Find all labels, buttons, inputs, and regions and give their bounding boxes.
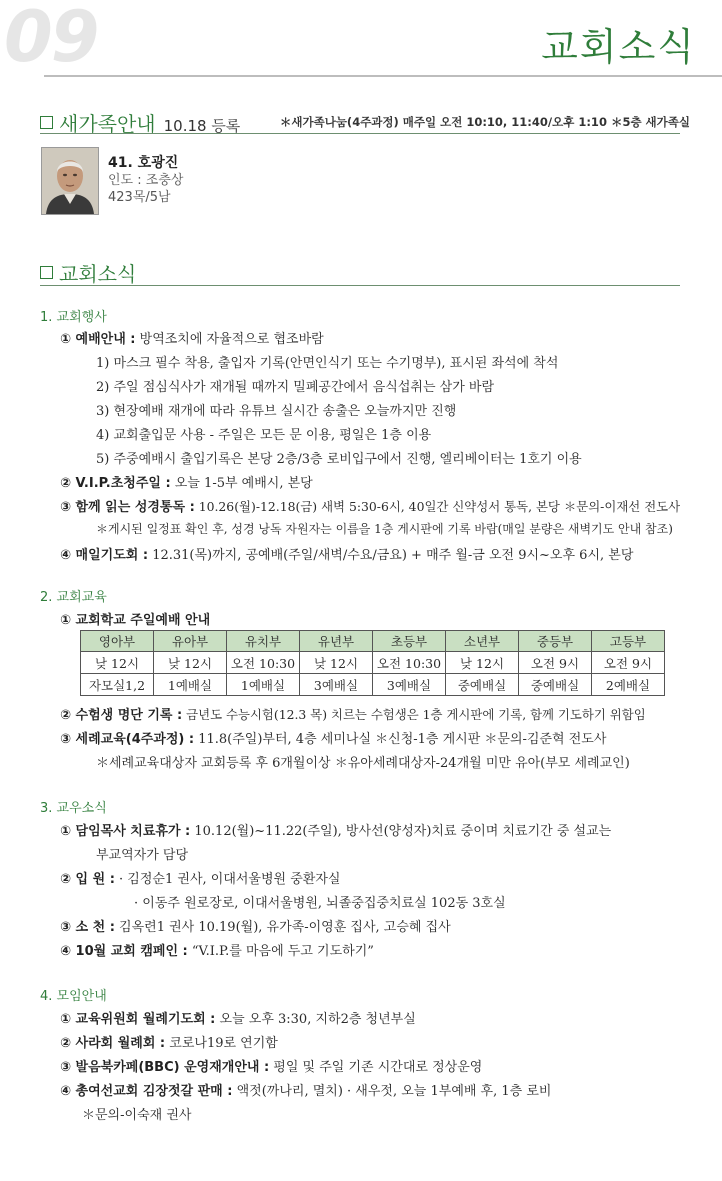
section-meetings-title: 4. 모임안내 (40, 989, 107, 1004)
worship-rule-5: 5) 주중예배시 출입기록은 본당 2층/3층 로비입구에서 진행, 엘리베이터는 1호기 이용 (96, 452, 582, 467)
page-title: 교회소식 (541, 25, 696, 69)
newcomer-note: ＊새가족나눔(4주과정) 매주일 오전 10:10, 11:40/오후 1:10 ＊5층 새가족실 (279, 115, 690, 129)
table-cell: 오전 9시 (519, 652, 592, 674)
hospitalized: ② 입 원 : · 김정순1 권사, 이대서울병원 중환자실 (60, 872, 341, 887)
table-row (81, 674, 665, 696)
newcomer-divider (40, 133, 680, 134)
person-district: 423목/5남 (108, 190, 171, 205)
table-cell: 중예배실 (519, 674, 592, 696)
october-campaign: ④ 10월 교회 캠페인 : “V.I.P.를 마음에 두고 기도하기” (60, 944, 374, 959)
newcomer-person (108, 155, 183, 206)
table-header: 유년부 (300, 631, 373, 652)
table-header: 고등부 (592, 631, 665, 652)
hospitalized-cont: · 이동주 원로장로, 이대서울병원, 뇌졸중집중치료실 102동 3호실 (134, 896, 506, 911)
worship-rule-4: 4) 교회출입문 사용 - 주일은 모든 문 이용, 평일은 1층 이용 (96, 428, 432, 443)
pastor-leave-cont: 부교역자가 담당 (96, 848, 189, 863)
header-divider (44, 75, 722, 77)
worship-rule-1: 1) 마스크 필수 착용, 출입자 기록(안면인식기 또는 수기명부), 표시된 좌석에 착석 (96, 356, 559, 371)
section-events-title: 1. 교회행사 (40, 310, 107, 325)
news-heading: 교회소식 (59, 262, 137, 286)
table-cell: 중예배실 (446, 674, 519, 696)
sunday-school-title: ① 교회학교 주일예배 안내 (60, 613, 211, 628)
section-education-title: 2. 교회교육 (40, 590, 107, 605)
pastor-leave: ① 담임목사 치료휴가 : 10.12(월)~11.22(주일), 방사선(양성자)치료 중이며 치료기간 중 설교는 (60, 824, 612, 839)
kimchi-sale: ④ 총여선교회 김장젓갈 판매 : 액젓(까나리, 멸치) · 새우젓, 오늘 1부예배 후, 1층 로비 (60, 1084, 552, 1099)
sunday-school-table (80, 630, 665, 696)
newcomer-date: 10.18 등록 (163, 117, 241, 135)
checkbox-square-icon (40, 116, 53, 129)
table-cell: 자모실1,2 (81, 674, 154, 696)
table-cell: 3예배실 (300, 674, 373, 696)
checkbox-square-icon (40, 266, 53, 279)
book-cafe: ③ 발음북카페(BBC) 운영재개안내 : 평일 및 주일 기존 시간대로 정상운영 (60, 1060, 483, 1075)
table-cell: 오전 10:30 (227, 652, 300, 674)
education-committee: ① 교육위원회 월례기도회 : 오늘 오후 3:30, 지하2층 청년부실 (60, 1012, 416, 1027)
table-cell: 오전 9시 (592, 652, 665, 674)
table-header: 유아부 (154, 631, 227, 652)
table-cell: 1예배실 (154, 674, 227, 696)
table-cell: 낮 12시 (154, 652, 227, 674)
table-header: 초등부 (373, 631, 446, 652)
table-cell: 1예배실 (227, 674, 300, 696)
worship-rule-3: 3) 현장예배 재개에 따라 유튜브 실시간 송출은 오늘까지만 진행 (96, 404, 457, 419)
table-header-row (81, 631, 665, 652)
kimchi-sale-note: ＊문의-이숙재 권사 (82, 1108, 192, 1123)
bible-reading-note: ＊게시된 일정표 확인 후, 성경 낭독 자원자는 이름을 1층 게시판에 기록 바람(매일 분량은 새벽기도 안내 참조) (96, 522, 673, 536)
news-divider (40, 285, 680, 286)
newcomer-photo (41, 147, 99, 215)
baptism-class-note: ＊세례교육대상자 교회등록 후 6개월이상 ＊유아세례대상자-24개월 미만 유아(부모 세례교인) (96, 756, 630, 771)
table-cell: 3예배실 (373, 674, 446, 696)
baptism-class: ③ 세례교육(4주과정) : 11.8(주일)부터, 4층 세미나실 ＊신청-1층 게시판 ＊문의-김준혁 전도사 (60, 732, 607, 747)
table-cell: 낮 12시 (81, 652, 154, 674)
sarah-meeting: ② 사라회 월례회 : 코로나19로 연기함 (60, 1036, 278, 1051)
page-number: 09 (4, 0, 98, 78)
section-members-title: 3. 교우소식 (40, 801, 107, 816)
table-header: 영아부 (81, 631, 154, 652)
table-cell: 낮 12시 (446, 652, 519, 674)
exam-students: ② 수험생 명단 기록 : 금년도 수능시험(12.3 목) 치르는 수험생은 1층 게시판에 기록, 함께 기도하기 위함임 (60, 707, 646, 723)
daily-prayer: ④ 매일기도회 : 12.31(목)까지, 공예배(주일/새벽/수요/금요) + 매주 월-금 오전 9시~오후 6시, 본당 (60, 548, 634, 563)
newcomer-heading: 새가족안내 (59, 112, 156, 136)
table-row (81, 652, 665, 674)
worship-guide: ① 예배안내 : 방역조치에 자율적으로 협조바람 (60, 332, 324, 347)
table-header: 소년부 (446, 631, 519, 652)
person-name: 41. 호광진 (108, 155, 179, 171)
table-header: 유치부 (227, 631, 300, 652)
table-cell: 낮 12시 (300, 652, 373, 674)
passed-away: ③ 소 천 : 김옥련1 권사 10.19(월), 유가족-이영훈 집사, 고승혜 집사 (60, 920, 451, 935)
table-cell: 2예배실 (592, 674, 665, 696)
vip-sunday: ② V.I.P.초청주일 : 오늘 1-5부 예배시, 본당 (60, 476, 313, 491)
bible-reading: ③ 함께 읽는 성경통독 : 10.26(월)-12.18(금) 새벽 5:30-6시, 40일간 신약성서 통독, 본당 ＊문의-이재선 전도사 (60, 499, 681, 515)
news-header (40, 258, 136, 287)
person-guide: 인도 : 조충상 (108, 173, 184, 188)
table-header: 중등부 (519, 631, 592, 652)
table-cell: 오전 10:30 (373, 652, 446, 674)
worship-rule-2: 2) 주일 점심식사가 재개될 때까지 밀폐공간에서 음식섭취는 삼가 바람 (96, 380, 495, 395)
